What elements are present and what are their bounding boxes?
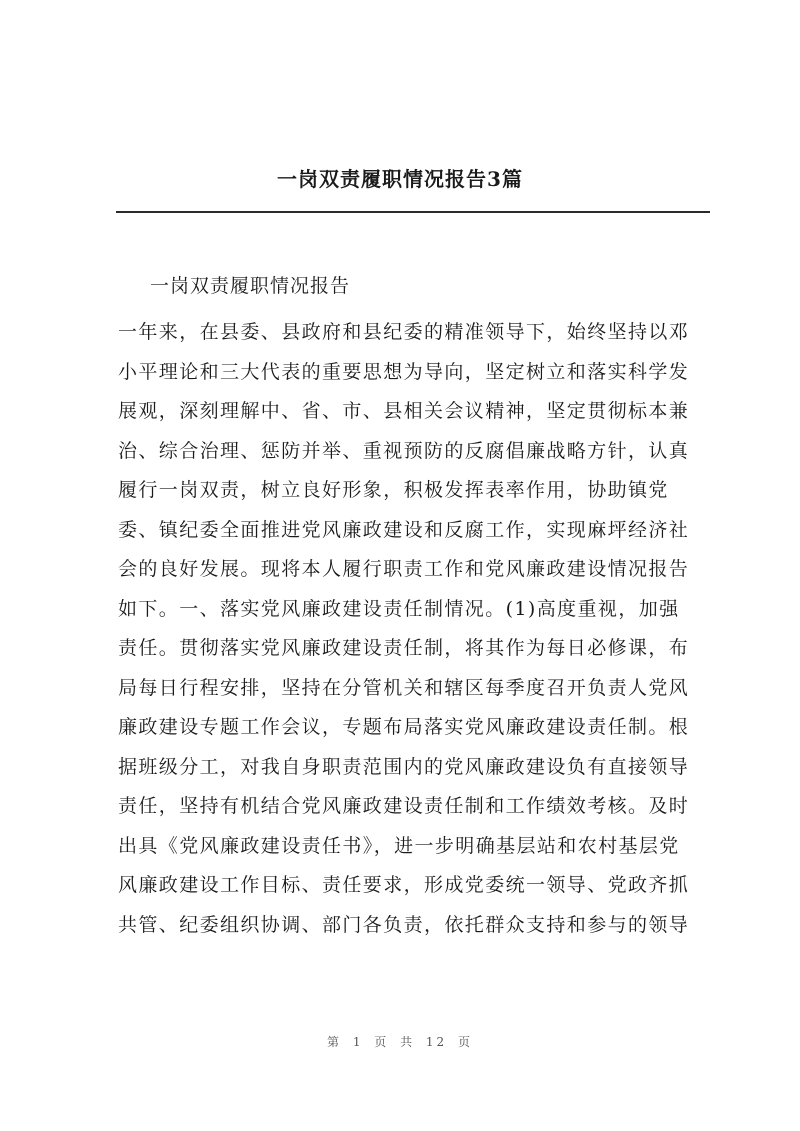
- body-line: 小平理论和三大代表的重要思想为导向，坚定树立和落实科学发: [118, 360, 690, 383]
- body-line: 会的良好发展。现将本人履行职责工作和党风廉政建设情况报告: [118, 558, 690, 580]
- body-line: 一年来，在县委、县政府和县纪委的精准领导下，始终坚持以邓: [118, 321, 690, 343]
- body-line: 据班级分工，对我自身职责范围内的党风廉政建设负有直接领导: [118, 755, 690, 778]
- report-subtitle: 一岗双责履职情况报告: [150, 275, 351, 297]
- page-number-footer: 第 1 页 共 12 页: [327, 1035, 473, 1049]
- document-title: 一岗双责履职情况报告3篇: [277, 167, 523, 191]
- body-text: [118, 313, 718, 945]
- body-line: 局每日行程安排，坚持在分管机关和辖区每季度召开负责人党风: [118, 676, 690, 699]
- body-line: 共管、纪委组织协调、部门各负责，依托群众支持和参与的领导: [118, 913, 690, 936]
- body-line: 委、镇纪委全面推进党风廉政建设和反腐工作，实现麻坪经济社: [118, 518, 690, 541]
- body-line: 如下。一、落实党风廉政建设责任制情况。(1)高度重视，加强: [118, 597, 680, 620]
- body-line: 履行一岗双责，树立良好形象，积极发挥表率作用，协助镇党: [118, 479, 669, 501]
- body-line: 廉政建设专题工作会议，专题布局落实党风廉政建设责任制。根: [118, 716, 690, 738]
- title-divider: [116, 211, 710, 213]
- body-line: 治、综合治理、惩防并举、重视预防的反腐倡廉战略方针，认真: [118, 439, 690, 462]
- body-line: 责任，坚持有机结合党风廉政建设责任制和工作绩效考核。及时: [118, 795, 690, 817]
- body-line: 责任。贯彻落实党风廉政建设责任制，将其作为每日必修课，布: [118, 637, 690, 659]
- body-line: 出具《党风廉政建设责任书》，进一步明确基层站和农村基层党: [118, 834, 680, 857]
- body-line: 展观，深刻理解中、省、市、县相关会议精神，坚定贯彻标本兼: [118, 400, 690, 422]
- body-line: 风廉政建设工作目标、责任要求，形成党委统一领导、党政齐抓: [118, 874, 690, 896]
